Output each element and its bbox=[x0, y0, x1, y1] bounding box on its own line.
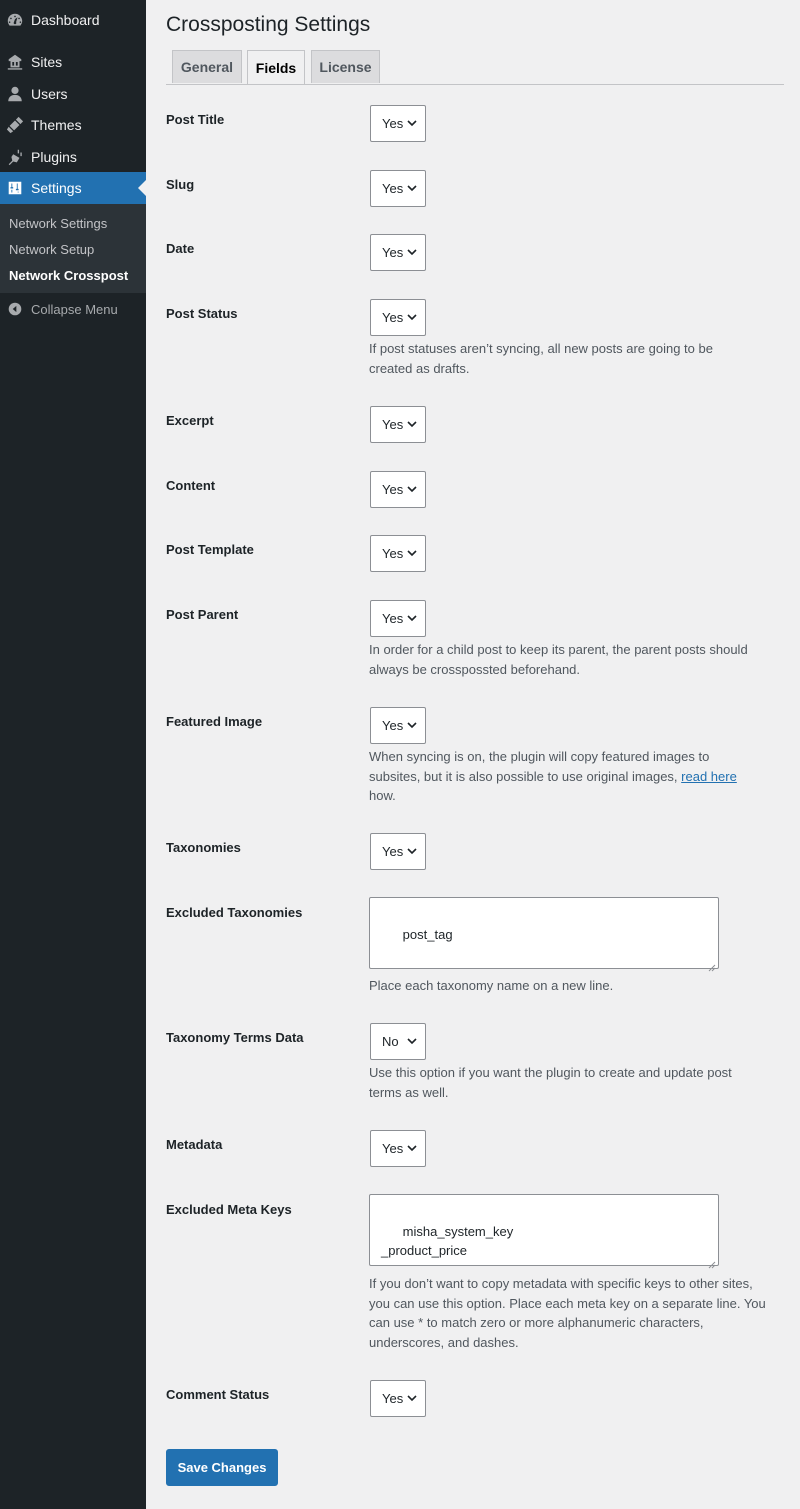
field-description bbox=[369, 339, 779, 378]
description-line: always be crosspossted beforehand. bbox=[369, 661, 581, 677]
menu-item-dashboard[interactable] bbox=[0, 4, 146, 36]
content-select[interactable] bbox=[370, 471, 426, 508]
field-label: Featured Image bbox=[166, 714, 263, 729]
description-line: terms as well. bbox=[369, 1084, 449, 1100]
field-label: Taxonomies bbox=[166, 840, 241, 855]
taxonomies-select[interactable] bbox=[370, 833, 426, 870]
field-label: Excluded Taxonomies bbox=[166, 905, 303, 920]
menu-item-users[interactable] bbox=[0, 78, 146, 110]
field-label: Post Parent bbox=[166, 607, 239, 622]
chevron-down-icon bbox=[407, 184, 417, 192]
menu-label: Themes bbox=[31, 117, 82, 133]
menu-label: Sites bbox=[31, 54, 63, 70]
settings-tabs bbox=[166, 50, 784, 85]
taxonomy-terms-data-select[interactable] bbox=[370, 1023, 426, 1060]
select-value: Yes bbox=[382, 844, 404, 859]
featured-image-select[interactable] bbox=[370, 707, 426, 744]
dashboard-icon bbox=[5, 10, 25, 30]
chevron-down-icon bbox=[407, 1394, 417, 1402]
themes-icon bbox=[5, 115, 25, 135]
menu-item-plugins[interactable] bbox=[0, 141, 146, 173]
description-line: If you don’t want to copy metadata with specific keys to other sites, bbox=[369, 1276, 753, 1291]
chevron-down-icon bbox=[407, 420, 417, 428]
chevron-down-icon bbox=[407, 549, 417, 557]
chevron-down-icon bbox=[407, 248, 417, 256]
field-description bbox=[369, 747, 779, 806]
menu-label: Users bbox=[31, 86, 68, 102]
select-value: Yes bbox=[382, 310, 404, 325]
select-value: Yes bbox=[382, 546, 404, 561]
tab-license[interactable]: License bbox=[311, 50, 380, 83]
select-value: Yes bbox=[382, 116, 404, 131]
settings-icon bbox=[5, 178, 25, 198]
date-select[interactable] bbox=[370, 234, 426, 271]
menu-item-sites[interactable] bbox=[0, 46, 146, 78]
chevron-down-icon bbox=[407, 721, 417, 729]
field-description bbox=[369, 1063, 779, 1102]
description-line: created as drafts. bbox=[369, 360, 470, 376]
description-line: Use this option if you want the plugin to create and update post bbox=[369, 1065, 732, 1080]
chevron-down-icon bbox=[407, 485, 417, 493]
description-line: how. bbox=[369, 788, 396, 803]
field-label: Post Template bbox=[166, 542, 254, 557]
save-changes-button[interactable]: Save Changes bbox=[166, 1449, 278, 1486]
slug-select[interactable] bbox=[370, 170, 426, 207]
submenu-network-crosspost[interactable]: Network Crosspost bbox=[9, 268, 129, 283]
resize-handle-icon[interactable] bbox=[708, 958, 716, 966]
select-value: Yes bbox=[382, 1141, 404, 1156]
description-line: you can use this option. Place each meta key on a separate line. You bbox=[369, 1295, 766, 1311]
settings-submenu bbox=[0, 204, 146, 293]
field-label: Post Title bbox=[166, 112, 225, 127]
resize-handle-icon[interactable] bbox=[708, 1255, 716, 1263]
description-text: subsites, but it is also possible to use original images, bbox=[369, 768, 682, 784]
menu-item-settings[interactable] bbox=[0, 172, 146, 204]
excluded-meta-keys-textarea[interactable] bbox=[369, 1194, 719, 1266]
description-line: underscores, and dashes. bbox=[369, 1334, 519, 1350]
description-line: If post statuses aren’t syncing, all new posts are going to be bbox=[369, 341, 713, 356]
admin-sidebar bbox=[0, 0, 146, 1509]
chevron-down-icon bbox=[407, 1037, 417, 1045]
select-value: Yes bbox=[382, 482, 404, 497]
field-label: Post Status bbox=[166, 306, 238, 321]
select-value: Yes bbox=[382, 181, 404, 196]
select-value: Yes bbox=[382, 417, 404, 432]
menu-label: Dashboard bbox=[31, 12, 100, 28]
plugins-icon bbox=[5, 147, 25, 167]
excerpt-select[interactable] bbox=[370, 406, 426, 443]
menu-item-themes[interactable] bbox=[0, 109, 146, 141]
select-value: Yes bbox=[382, 245, 404, 260]
textarea-value: post_tag bbox=[402, 927, 453, 942]
field-label: Taxonomy Terms Data bbox=[166, 1030, 304, 1045]
chevron-down-icon bbox=[407, 313, 417, 321]
menu-label: Settings bbox=[31, 180, 82, 196]
select-value: Yes bbox=[382, 611, 404, 626]
excluded-taxonomies-textarea[interactable] bbox=[369, 897, 719, 969]
tab-general[interactable]: General bbox=[172, 50, 242, 83]
menu-label: Plugins bbox=[31, 149, 77, 165]
submenu-network-settings[interactable]: Network Settings bbox=[9, 216, 108, 231]
field-label: Slug bbox=[166, 177, 195, 192]
select-value: No bbox=[382, 1034, 399, 1049]
field-label: Content bbox=[166, 478, 216, 493]
field-label: Metadata bbox=[166, 1137, 223, 1152]
field-description: Place each taxonomy name on a new line. bbox=[369, 978, 614, 993]
field-description bbox=[369, 1274, 779, 1352]
chevron-down-icon bbox=[407, 614, 417, 622]
field-label: Excerpt bbox=[166, 413, 214, 428]
chevron-down-icon bbox=[407, 1144, 417, 1152]
collapse-label: Collapse Menu bbox=[31, 301, 118, 317]
description-line bbox=[369, 767, 779, 787]
chevron-down-icon bbox=[407, 119, 417, 127]
users-icon bbox=[5, 84, 25, 104]
tab-fields[interactable]: Fields bbox=[247, 50, 305, 84]
post-status-select[interactable] bbox=[370, 299, 426, 336]
submenu-network-setup[interactable]: Network Setup bbox=[9, 242, 95, 257]
select-value: Yes bbox=[382, 1391, 404, 1406]
post-title-select[interactable] bbox=[370, 105, 426, 142]
description-line: can use * to match zero or more alphanumeric characters, bbox=[369, 1315, 704, 1330]
post-parent-select[interactable] bbox=[370, 600, 426, 637]
post-template-select[interactable] bbox=[370, 535, 426, 572]
field-label: Excluded Meta Keys bbox=[166, 1202, 292, 1217]
page-title: Crossposting Settings bbox=[166, 13, 371, 36]
comment-status-select[interactable] bbox=[370, 1380, 426, 1417]
field-label: Comment Status bbox=[166, 1387, 270, 1402]
read-here-link[interactable]: read here bbox=[681, 768, 737, 784]
sites-icon bbox=[5, 52, 25, 72]
collapse-icon bbox=[5, 299, 25, 319]
textarea-value: misha_system_key _product_price bbox=[381, 1224, 514, 1258]
chevron-down-icon bbox=[407, 847, 417, 855]
select-value: Yes bbox=[382, 718, 404, 733]
field-description bbox=[369, 640, 779, 679]
description-line: In order for a child post to keep its parent, the parent posts should bbox=[369, 642, 748, 657]
description-line: When syncing is on, the plugin will copy featured images to bbox=[369, 749, 710, 764]
metadata-select[interactable] bbox=[370, 1130, 426, 1167]
collapse-menu-button[interactable] bbox=[0, 293, 146, 325]
field-label: Date bbox=[166, 241, 195, 256]
